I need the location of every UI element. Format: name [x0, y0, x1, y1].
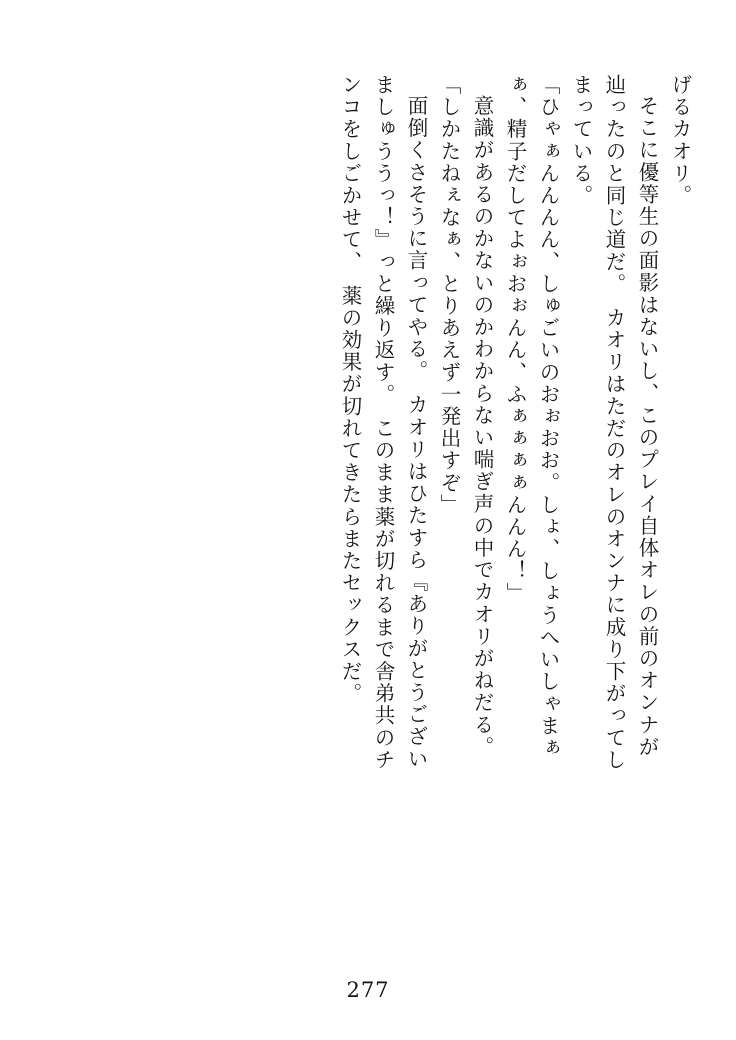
text-column: まっている。 [569, 74, 593, 207]
vertical-text-body [46, 74, 690, 934]
text-column: ぁ、精子だしてよぉおぉんん、ふぁぁぁぁんんん！」 [503, 74, 527, 605]
text-column: 意識があるのかないのかわからない喘ぎ声の中でカオリがねだる。 [470, 95, 494, 758]
text-column: 面倒くさそうに言ってやる。 カオリはひたすら『ありがとうござい [404, 95, 428, 770]
text-column: 「しかたねぇなぁ、とりあえず一発出すぞ」 [437, 74, 461, 516]
text-column: ましゅううっ！』っと繰り返す。 このまま薬が切れるまで舎弟共のチ [371, 74, 395, 771]
text-column: 辿ったのと同じ道だ。 カオリはただのオレのオンナに成り下がってし [602, 74, 626, 771]
text-column: げるカオリ。 [668, 74, 692, 207]
text-column: 「ひゃぁんんんん、しゅごいのおぉおお。しょ、しょうへいしゃまぁ [536, 74, 560, 760]
page-number: 277 [346, 978, 390, 1002]
text-column: ンコをしごかせて、 薬の効果が切れてきたらまたセックスだ。 [338, 74, 362, 705]
text-column: そこに優等生の面影はないし、このプレイ自体オレの前のオンナが [635, 95, 659, 758]
